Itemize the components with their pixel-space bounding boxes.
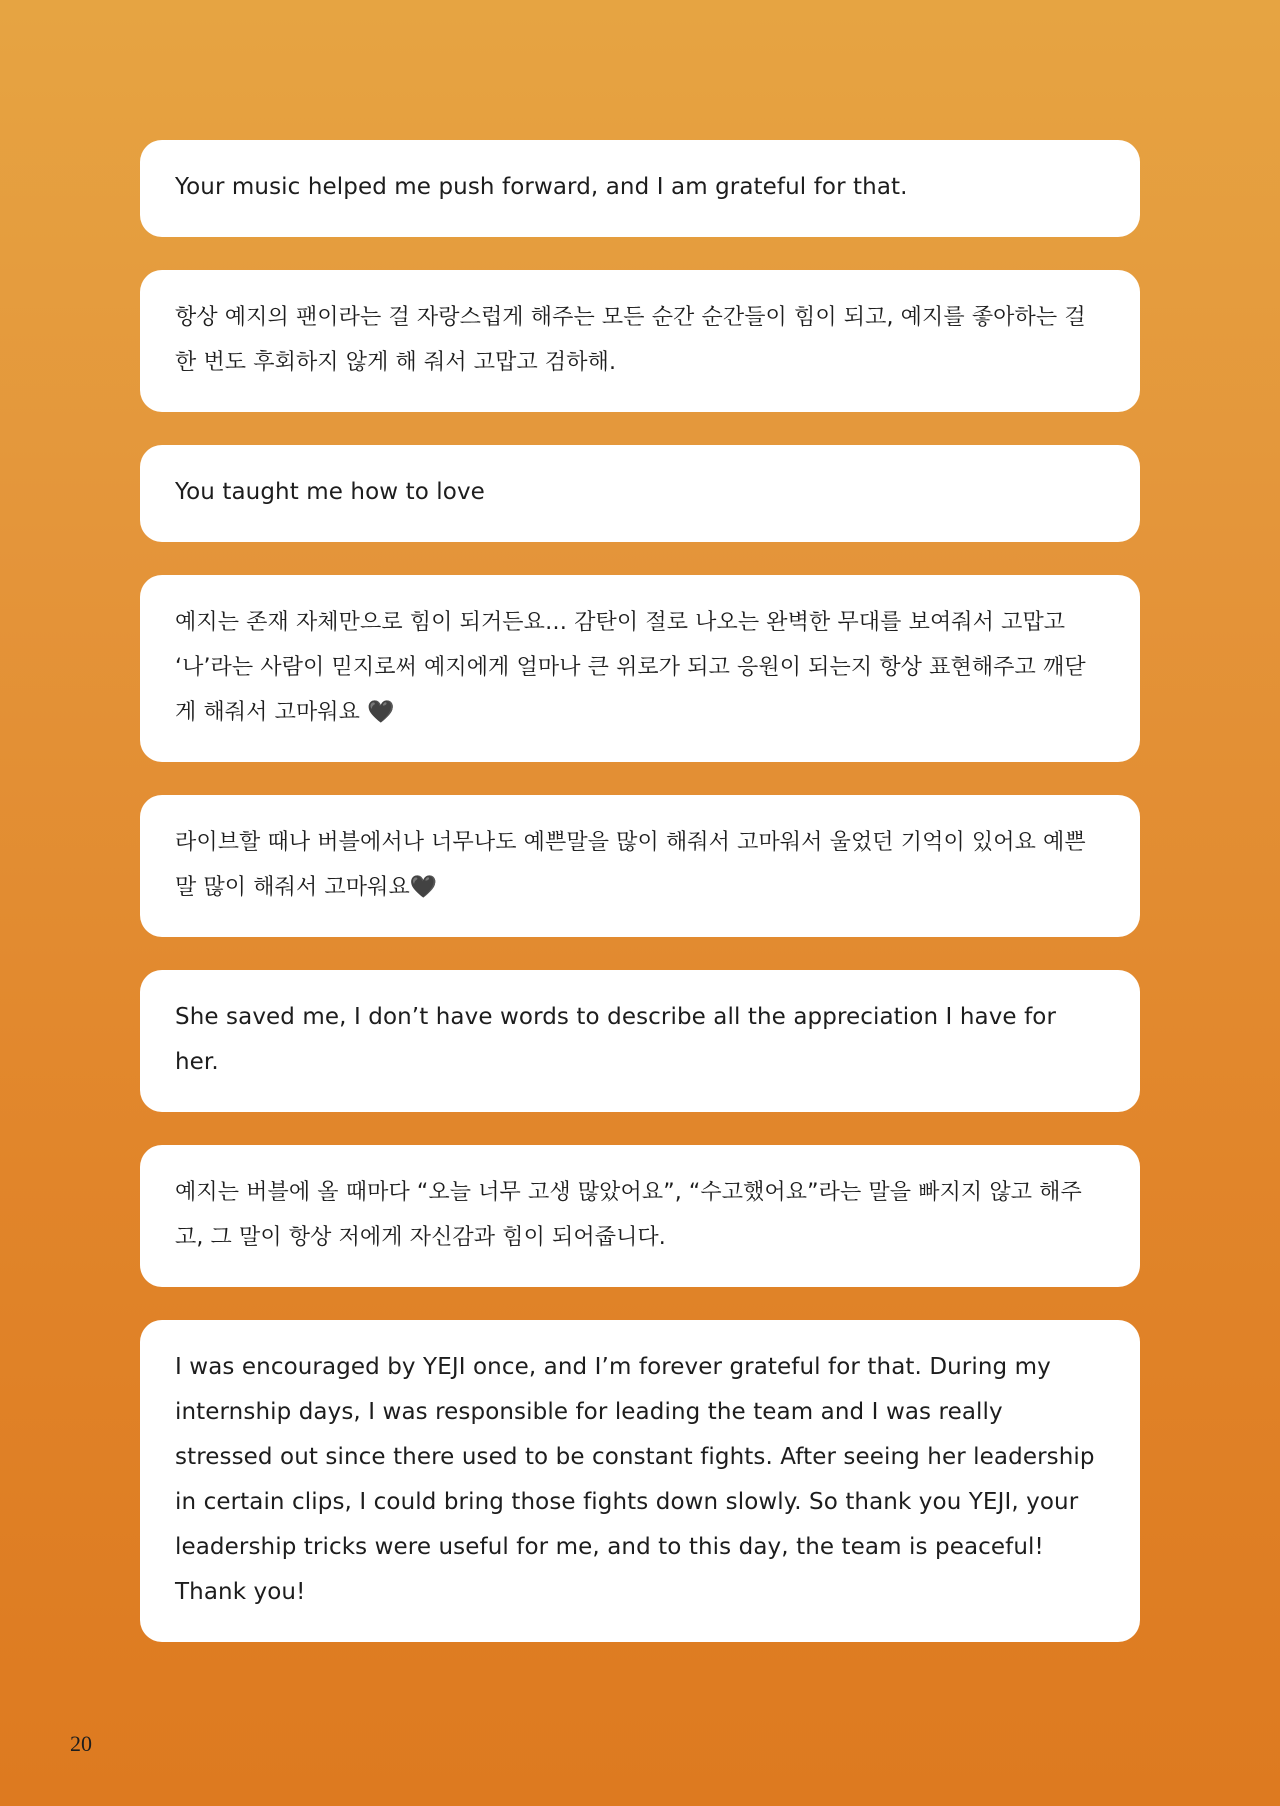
message-text: 예지는 버블에 올 때마다 “오늘 너무 고생 많았어요”, “수고했어요”라는 말을 빠지지 않고 해주고, 그 말이 항상 저에게 자신감과 힘이 되어줍니다. [175,1180,1082,1250]
message-card-8 [140,1320,1140,1642]
message-card-3 [140,445,1140,542]
message-card-7 [140,1145,1140,1287]
message-text: You taught me how to love [175,479,485,505]
message-card-4 [140,575,1140,762]
message-text: 라이브할 때나 버블에서나 너무나도 예쁜말을 많이 해줘서 고마워서 울었던 기억이 있어요 예쁜 말 많이 해줘서 고마워요🖤 [175,830,1093,900]
message-text: 예지는 존재 자체만으로 힘이 되거든요… 감탄이 절로 나오는 완벽한 무대를 보여줘서 고맙고 ‘나’라는 사람이 믿지로써 예지에게 얼마나 큰 위로가 되고 응원이 되는지 항상 표현해주고 깨닫게 해줘서 고마워요 🖤 [175,610,1086,725]
message-text: 항상 예지의 팬이라는 걸 자랑스럽게 해주는 모든 순간 순간들이 힘이 되고, 예지를 좋아하는 걸 한 번도 후회하지 않게 해 줘서 고맙고 검하해. [175,305,1093,375]
page-number: 20 [70,1731,92,1756]
message-list [140,140,1140,1675]
message-card-6 [140,970,1140,1112]
message-text: I was encouraged by YEJI once, and I’m forever grateful for that. During my internship days, I was responsible for leading the team and I was really stressed out since there used to be constant fights. After seeing her leadership in certain clips, I could bring those fights down slowly. So thank you YEJI, your leadership tricks were useful for me, and to this day, the team is peaceful! Thank you! [175,1354,1102,1605]
message-text: She saved me, I don’t have words to describe all the appreciation I have for her. [175,1004,1064,1075]
message-card-5 [140,795,1140,937]
message-card-2 [140,270,1140,412]
message-card-1 [140,140,1140,237]
message-text: Your music helped me push forward, and I am grateful for that. [175,174,908,200]
